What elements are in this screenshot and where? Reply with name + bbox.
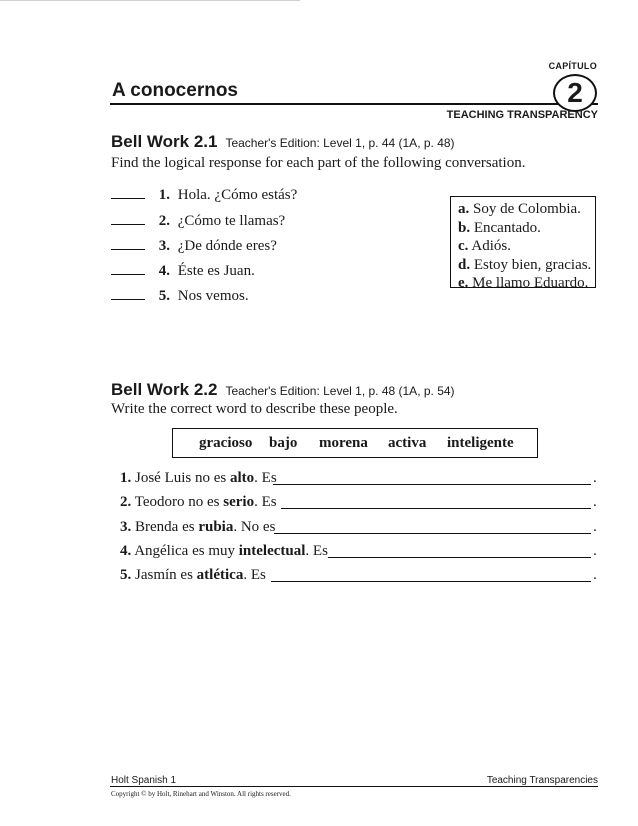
sentence-period: . [593, 567, 597, 583]
sentence-item: 5. Jasmín es atlética. Es [120, 567, 266, 583]
sentence-period: . [593, 519, 597, 535]
item-number: 5. [158, 288, 170, 304]
answer-option: b. Encantado. [458, 219, 541, 236]
chapter-label: CAPÍTULO [548, 61, 597, 71]
footer-section-title: Teaching Transparencies [486, 775, 598, 786]
answer-line[interactable] [274, 532, 591, 534]
item-number: 1. [120, 470, 132, 486]
answer-line[interactable] [281, 507, 591, 509]
answer-option: a. Soy de Colombia. [458, 201, 581, 217]
item-number: 3. [120, 519, 132, 535]
bold-word: rubia [198, 519, 234, 535]
sentence-item: 3. Brenda es rubia. No es [120, 519, 276, 535]
sentence-period: . [593, 494, 597, 510]
list-item [111, 263, 255, 280]
item-number: 5. [120, 567, 132, 583]
item-text: ¿De dónde eres? [177, 238, 277, 254]
bold-word: intelectual [238, 543, 306, 559]
answer-blank[interactable] [111, 248, 145, 250]
answer-option: c. Adiós. [458, 238, 511, 254]
bold-word: serio [223, 494, 255, 510]
word-bank [172, 428, 538, 458]
word-bank-item: activa [388, 435, 427, 451]
bellwork-1-instructions: Find the logical response for each part of the following conversation. [111, 155, 526, 171]
answer-option: d. Estoy bien, gracias. [458, 256, 592, 273]
item-number: 4. [120, 543, 132, 559]
answer-line[interactable] [328, 556, 591, 558]
answer-blank[interactable] [111, 273, 145, 275]
sentence-item: 4. Angélica es muy intelectual. Es [120, 543, 328, 559]
bellwork-2-heading [111, 380, 455, 400]
answer-line[interactable] [273, 483, 591, 485]
list-item [111, 213, 285, 230]
item-number: 2. [158, 213, 170, 229]
list-item [111, 187, 297, 204]
bellwork-2-reference: Teacher's Edition: Level 1, p. 48 (1A, p. 54) [225, 384, 455, 398]
sentence-item: 1. José Luis no es alto. Es [120, 470, 277, 486]
footer-divider [110, 786, 598, 787]
answer-option: e. Me llamo Eduardo. [458, 275, 589, 291]
footer-book-title: Holt Spanish 1 [111, 775, 177, 786]
answer-blank[interactable] [111, 298, 145, 300]
word-bank-item: morena [319, 435, 368, 451]
page-title: A conocernos [112, 80, 238, 101]
chapter-number: 2 [567, 77, 583, 108]
answer-options-box [450, 196, 596, 291]
word-bank-item: inteligente [447, 435, 514, 451]
word-bank-item: gracioso [199, 435, 253, 451]
header-divider [110, 103, 598, 105]
bellwork-2-instructions: Write the correct word to describe these people. [111, 401, 398, 417]
list-item [111, 238, 277, 255]
list-item [111, 288, 249, 305]
answer-line[interactable] [271, 580, 591, 582]
item-text: Éste es Juan. [177, 263, 255, 279]
item-number: 1. [158, 187, 170, 203]
top-edge-rule [0, 0, 300, 1]
bellwork-1-reference: Teacher's Edition: Level 1, p. 44 (1A, p. 48) [225, 136, 455, 150]
item-text: ¿Cómo te llamas? [177, 213, 286, 229]
sentence-period: . [593, 470, 597, 486]
copyright-notice: Copyright © by Holt, Rinehart and Winston. All rights reserved. [111, 790, 291, 798]
item-number: 4. [158, 263, 170, 279]
item-text: Nos vemos. [177, 288, 249, 304]
bellwork-1-heading [111, 132, 455, 152]
word-bank-item: bajo [269, 435, 298, 451]
item-number: 2. [120, 494, 132, 510]
item-number: 3. [158, 238, 170, 254]
sentence-item: 2. Teodoro no es serio. Es [120, 494, 277, 510]
answer-blank[interactable] [111, 223, 145, 225]
bellwork-1-title: Bell Work 2.1 [111, 132, 218, 151]
sentence-period: . [593, 543, 597, 559]
bold-word: atlética [196, 567, 244, 583]
bellwork-2-title: Bell Work 2.2 [111, 380, 218, 399]
item-text: Hola. ¿Cómo estás? [177, 187, 298, 203]
answer-blank[interactable] [111, 197, 145, 199]
transparency-label: TEACHING TRANSPARENCY [446, 109, 598, 121]
bold-word: alto [230, 470, 255, 486]
